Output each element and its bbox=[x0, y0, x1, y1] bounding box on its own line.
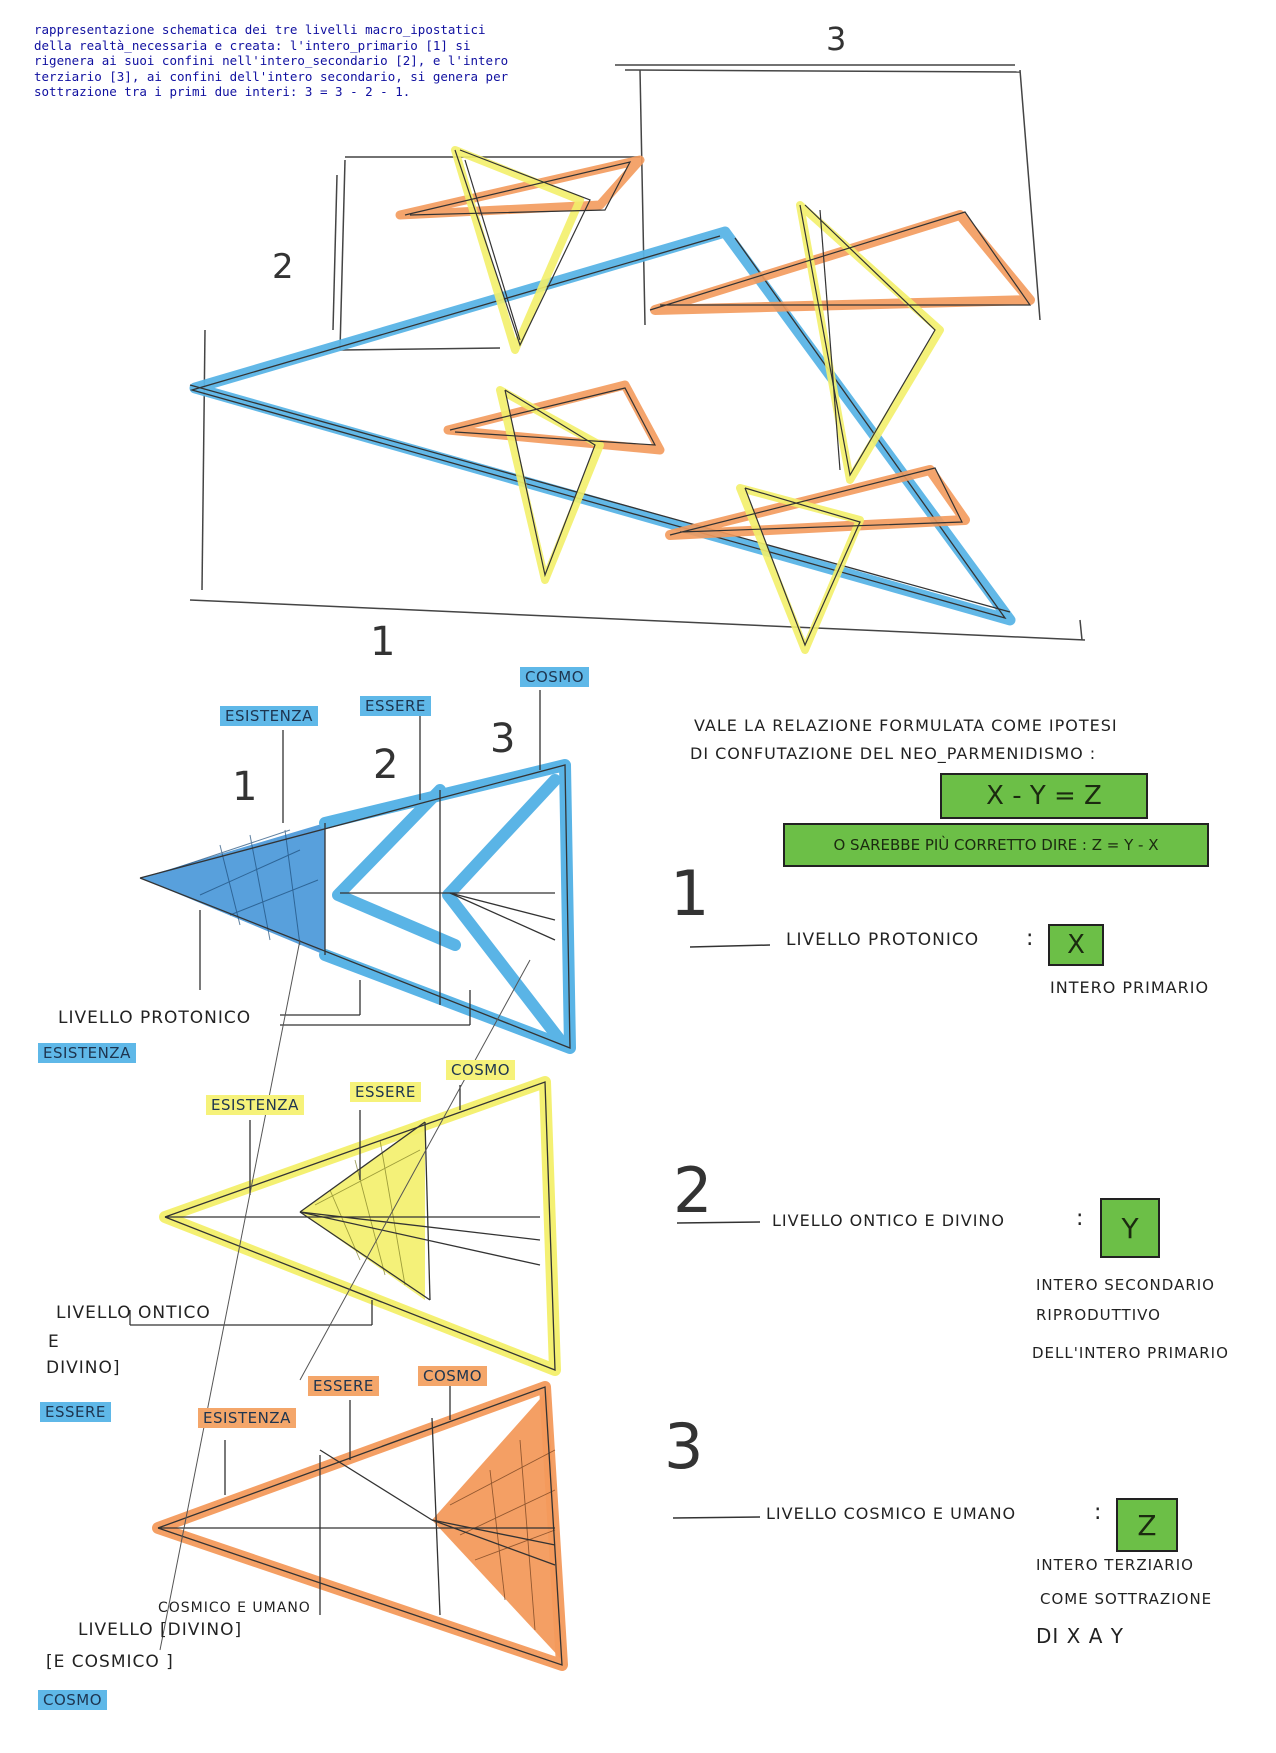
level-1-var-box: X bbox=[1048, 924, 1104, 966]
yellow-tag-essere: ESSERE bbox=[350, 1082, 421, 1102]
level-2-desc-3: DELL'INTERO PRIMARIO bbox=[1032, 1344, 1229, 1362]
label-2: 2 bbox=[272, 247, 294, 287]
level-2-desc-2: RIPRODUTTIVO bbox=[1036, 1306, 1161, 1324]
level-1-label: LIVELLO PROTONICO bbox=[786, 930, 980, 950]
orange-level-label-1: LIVELLO [DIVINO] bbox=[78, 1620, 243, 1640]
intro-line-2: DI CONFUTAZIONE DEL NEO_PARMENIDISMO : bbox=[690, 744, 1097, 763]
caption-text: rappresentazione schematica dei tre livelli macro_ipostatici della realtà_necessaria e creata: l'intero_primario [1] si rigenera ai suoi confini nell'intero_secondario [2], e l'intero terziario [3], ai confini dell'intero secondario, si genera per sottrazione tra i primi due interi: 3 = 3 - 2 - 1. bbox=[34, 22, 509, 99]
blue-diagram bbox=[140, 690, 570, 1048]
yellow-tag-esistenza: ESISTENZA bbox=[206, 1095, 304, 1115]
blue-tag-essere: ESSERE bbox=[360, 696, 431, 716]
formula-box: X - Y = Z bbox=[940, 773, 1148, 819]
cluster-middle bbox=[448, 385, 660, 580]
blue-level-tag: ESISTENZA bbox=[38, 1043, 136, 1063]
orange-tag-cosmo: COSMO bbox=[418, 1366, 487, 1386]
blue-tag-cosmo: COSMO bbox=[520, 667, 589, 687]
yellow-level-label-1: LIVELLO ONTICO bbox=[56, 1303, 211, 1323]
orange-tag-essere: ESSERE bbox=[308, 1376, 379, 1396]
frame-1 bbox=[190, 330, 1085, 640]
level-3-colon: : bbox=[1094, 1500, 1103, 1525]
formula-alt-box: O SAREBBE PIÙ CORRETTO DIRE : Z = Y - X bbox=[783, 823, 1209, 867]
level-3-var-box: Z bbox=[1116, 1498, 1178, 1552]
level-2-colon: : bbox=[1076, 1206, 1085, 1231]
blue-triangle-top bbox=[195, 232, 1010, 620]
yellow-tag-cosmo: COSMO bbox=[446, 1060, 515, 1080]
level-1-colon: : bbox=[1026, 926, 1035, 951]
orange-level-label-0: COSMICO E UMANO bbox=[158, 1600, 311, 1616]
blue-num-2: 2 bbox=[373, 742, 399, 788]
label-3: 3 bbox=[826, 20, 847, 58]
yellow-diagram bbox=[130, 1082, 555, 1370]
blue-tag-esistenza: ESISTENZA bbox=[220, 706, 318, 726]
top-diagram bbox=[190, 20, 1085, 665]
level-3-desc-3: DI X A Y bbox=[1036, 1624, 1124, 1648]
level-2-label: LIVELLO ONTICO E DIVINO bbox=[772, 1211, 1005, 1230]
intro-line-1: VALE LA RELAZIONE FORMULATA COME IPOTESI bbox=[694, 716, 1118, 735]
orange-level-tag: COSMO bbox=[38, 1690, 107, 1710]
orange-tag-esistenza: ESISTENZA bbox=[198, 1408, 296, 1428]
blue-num-3: 3 bbox=[490, 716, 516, 762]
cluster-top-right bbox=[650, 205, 1030, 480]
level-3-desc-1: INTERO TERZIARIO bbox=[1036, 1556, 1194, 1574]
orange-level-label-2: [E COSMICO ] bbox=[46, 1652, 174, 1672]
label-1: 1 bbox=[370, 619, 396, 665]
level-2-number: 2 bbox=[673, 1154, 713, 1227]
level-2-desc-1: INTERO SECONDARIO bbox=[1036, 1276, 1215, 1294]
level-3-label: LIVELLO COSMICO E UMANO bbox=[766, 1504, 1017, 1523]
yellow-level-label-3: DIVINO] bbox=[46, 1358, 121, 1378]
frame-3 bbox=[615, 65, 1040, 325]
yellow-level-label-2: E bbox=[48, 1332, 60, 1352]
level-1-desc-1: INTERO PRIMARIO bbox=[1050, 978, 1210, 997]
blue-num-1: 1 bbox=[232, 764, 258, 810]
yellow-level-tag: ESSERE bbox=[40, 1402, 111, 1422]
level-2-var-box: Y bbox=[1100, 1198, 1160, 1258]
blue-level-label: LIVELLO PROTONICO bbox=[58, 1008, 252, 1028]
orange-diagram bbox=[158, 940, 562, 1665]
level-1-number: 1 bbox=[670, 857, 710, 930]
level-3-desc-2: COME SOTTRAZIONE bbox=[1040, 1590, 1213, 1608]
level-3-number: 3 bbox=[664, 1410, 704, 1483]
